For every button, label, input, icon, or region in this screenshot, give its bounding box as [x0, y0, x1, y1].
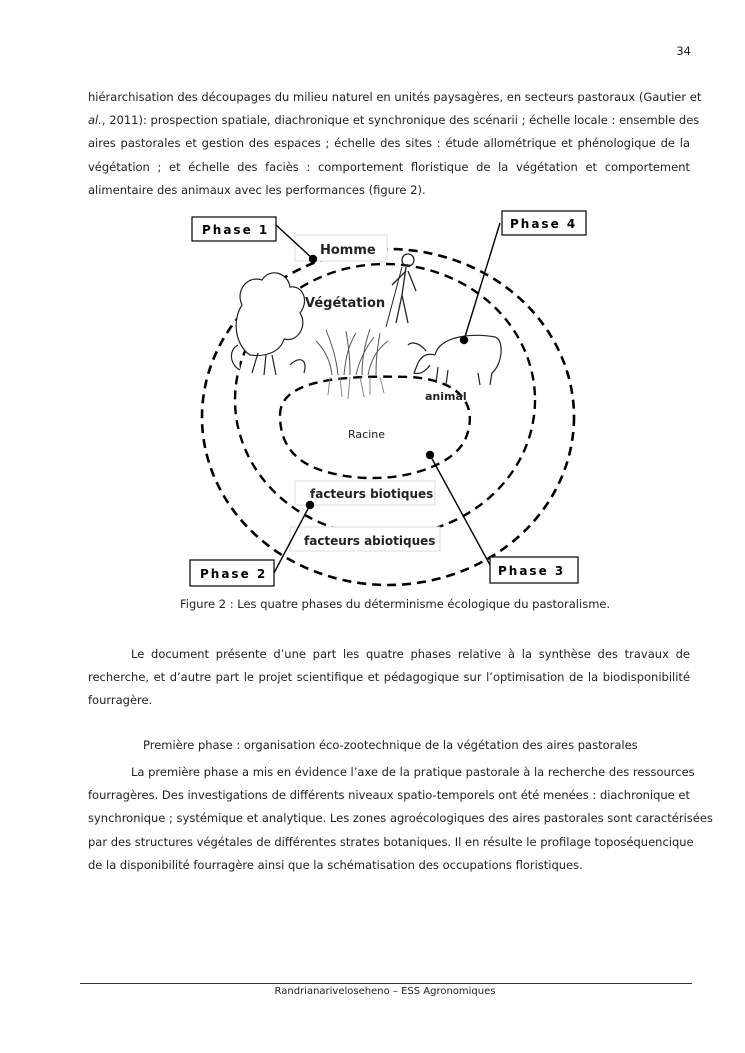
phase-diagram [180, 205, 600, 590]
text-line: synchronique ; systémique et analytique. Les zones agroécologiques des aires pastorales sont caractérisées [88, 811, 713, 826]
phase1-dot [310, 256, 317, 263]
citation-italic: al. [88, 113, 102, 128]
summary-paragraph [88, 643, 690, 713]
footer-divider [80, 983, 692, 984]
text-fragment: , 2011): prospection spatiale, diachronique et synchronique des scénarii ; échelle locale : ensemble des [101, 113, 700, 128]
animal-label: animal [425, 390, 467, 403]
text-line: Le document présente d’une part les quatre phases relative à la synthèse des travaux de [131, 647, 690, 661]
phase4-dot [461, 337, 468, 344]
homme-label: Homme [320, 243, 376, 258]
text-line: hiérarchisation des découpages du milieu naturel en unités paysagères, en secteurs pastoraux (Gautier et [88, 90, 702, 104]
text-line: alimentaire des animaux avec les performances (figure 2). [88, 182, 426, 197]
page-number: 34 [676, 44, 691, 58]
grass-icon [316, 329, 388, 399]
text-line: recherche, et d’autre part le projet scientifique et pédagogique sur l’optimisation de la biodisponibilité [88, 670, 690, 685]
text-line [88, 109, 700, 132]
vegetation-label: Végétation [305, 296, 386, 311]
text-line: fourragères. Des investigations de différents niveaux spatio-temporels ont été menées : diachronique et [88, 788, 690, 803]
phase3-box [490, 557, 578, 583]
phase4-box [502, 211, 586, 235]
phase3-dot [427, 452, 434, 459]
phase1-box [192, 217, 276, 241]
text-line: de la disponibilité fourragère ainsi que la schématisation des occupations floristiques. [88, 857, 583, 872]
figure-caption: Figure 2 : Les quatre phases du déterminisme écologique du pastoralisme. [180, 597, 611, 611]
facteurs-abiotiques-label: facteurs abiotiques [304, 534, 436, 548]
phase1-label: Phase 1 [202, 223, 270, 237]
racine-label: Racine [348, 428, 385, 441]
section-heading: Première phase : organisation éco-zootechnique de la végétation des aires pastorales [143, 738, 638, 752]
footer-text: Randrianariveloseheno – ESS Agronomiques [274, 986, 496, 997]
text-line: par des structures végétales de différentes strates botaniques. Il en résulte le profilage toposéquencique [88, 834, 694, 849]
phase2-box [190, 560, 274, 586]
tree-icon [231, 273, 305, 375]
phase3-label: Phase 3 [498, 564, 566, 578]
phase4-label: Phase 4 [510, 217, 578, 231]
text-line: aires pastorales et gestion des espaces ; échelle des sites : étude allométrique et phénologique de la [88, 136, 690, 151]
text-line: fourragère. [88, 693, 153, 708]
text-line: La première phase a mis en évidence l’axe de la pratique pastorale à la recherche des ressources [131, 765, 695, 779]
phase2-dot [307, 502, 314, 509]
facteurs-biotiques-label: facteurs biotiques [310, 487, 434, 501]
phase1-paragraph [88, 761, 713, 877]
intro-paragraph [88, 86, 702, 202]
phase2-label: Phase 2 [200, 567, 268, 581]
phase4-connector [464, 223, 500, 340]
text-line: végétation ; et échelle des faciès : comportement floristique de la végétation et comportement [88, 159, 690, 174]
figure-pastoral-phases [180, 205, 600, 590]
